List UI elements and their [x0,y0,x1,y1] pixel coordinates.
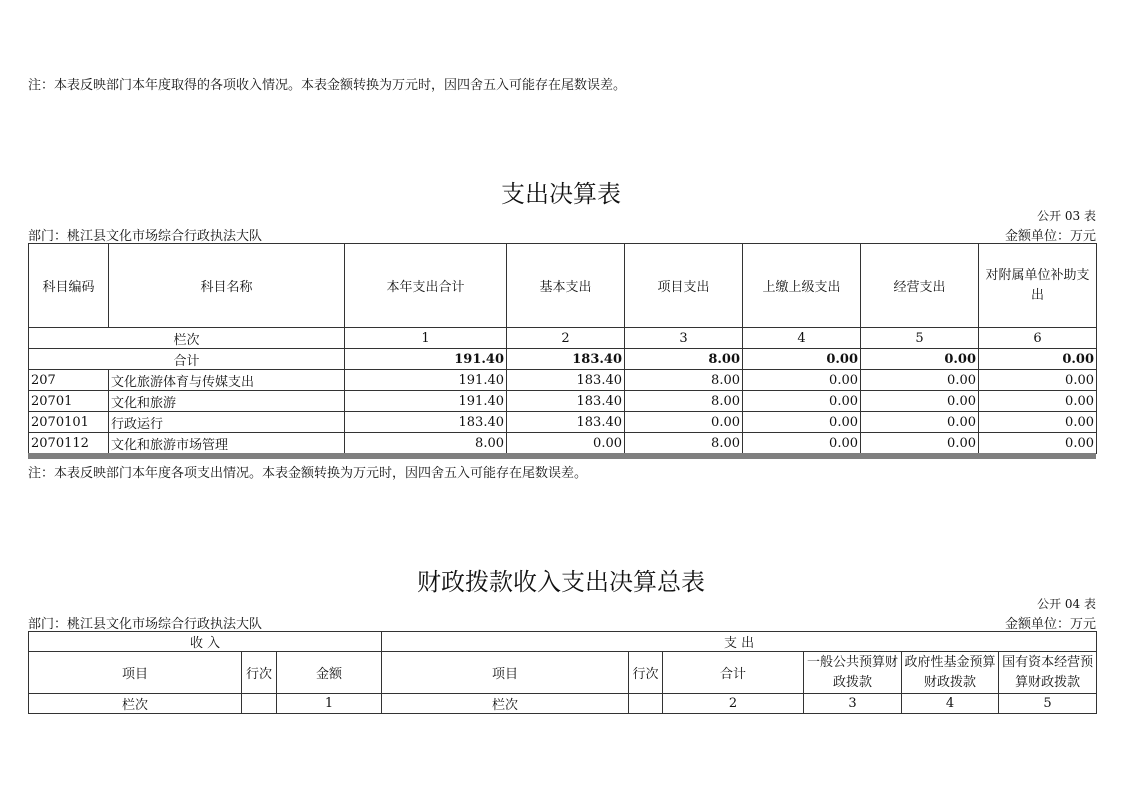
total-value: 191.40 [345,349,507,370]
row-value: 0.00 [625,412,743,433]
table-row [29,391,1097,412]
table03-note: 注：本表反映部门本年度各项支出情况。本表金额转换为万元时，因四舍五入可能存在尾数误差。 [28,466,588,481]
row-value: 8.00 [345,433,507,454]
header-income-item: 项目 [29,652,242,694]
index-cell: 2 [663,694,804,714]
total-value: 183.40 [507,349,625,370]
index-label: 栏次 [382,694,629,714]
header-row [29,652,1097,694]
row-value: 0.00 [979,412,1097,433]
index-empty [629,694,663,714]
table04-code: 公开 04 表 [1037,597,1096,611]
row-value: 0.00 [861,412,979,433]
total-value: 0.00 [743,349,861,370]
index-row [29,694,1097,714]
row-name: 行政运行 [109,412,345,433]
row-value: 183.40 [345,412,507,433]
header-state-capital: 国有资本经营预算财政拨款 [999,652,1097,694]
row-value: 191.40 [345,391,507,412]
top-note: 注：本表反映部门本年度取得的各项收入情况。本表金额转换为万元时，因四舍五入可能存在尾数误差。 [28,78,627,93]
header-expense-item: 项目 [382,652,629,694]
row-value: 0.00 [979,370,1097,391]
expense-section: 支 出 [382,632,1097,652]
total-value: 8.00 [625,349,743,370]
row-value: 183.40 [507,391,625,412]
row-code: 2070112 [29,433,109,454]
row-value: 0.00 [979,433,1097,454]
row-name: 文化旅游体育与传媒支出 [109,370,345,391]
index-cell: 3 [625,328,743,349]
table03-unit: 金额单位：万元 [1004,229,1096,244]
index-cell: 4 [743,328,861,349]
header-expense-total: 合计 [663,652,804,694]
row-code: 20701 [29,391,109,412]
row-value: 8.00 [625,370,743,391]
row-value: 191.40 [345,370,507,391]
header-income-line: 行次 [242,652,277,694]
total-row [29,349,1097,370]
row-code: 207 [29,370,109,391]
header-subsidy: 对附属单位补助支出 [979,244,1097,328]
table03-title: 支出决算表 [501,180,621,208]
total-label: 合计 [29,349,345,370]
row-name: 文化和旅游市场管理 [109,433,345,454]
row-value: 0.00 [743,433,861,454]
section-row [29,632,1097,652]
header-basic: 基本支出 [507,244,625,328]
row-value: 0.00 [861,433,979,454]
header-row [29,244,1097,328]
index-cell: 6 [979,328,1097,349]
index-label: 栏次 [29,694,242,714]
income-section: 收 入 [29,632,382,652]
row-value: 8.00 [625,391,743,412]
index-cell: 3 [804,694,902,714]
index-empty [242,694,277,714]
row-code: 2070101 [29,412,109,433]
row-value: 8.00 [625,433,743,454]
row-name: 文化和旅游 [109,391,345,412]
index-label: 栏次 [29,328,345,349]
header-gov-fund: 政府性基金预算财政拨款 [902,652,999,694]
index-cell: 5 [861,328,979,349]
table04-dept: 部门：桃江县文化市场综合行政执法大队 [28,617,263,632]
header-general-budget: 一般公共预算财政拨款 [804,652,902,694]
index-cell: 1 [345,328,507,349]
table03-code: 公开 03 表 [1037,209,1096,223]
row-value: 183.40 [507,412,625,433]
index-cell: 2 [507,328,625,349]
row-value: 0.00 [743,412,861,433]
table03-dept: 部门：桃江县文化市场综合行政执法大队 [28,229,263,244]
fiscal-summary-table [28,631,1097,714]
row-value: 0.00 [861,370,979,391]
header-upper: 上缴上级支出 [743,244,861,328]
header-code: 科目编码 [29,244,109,328]
total-value: 0.00 [979,349,1097,370]
header-total: 本年支出合计 [345,244,507,328]
table-row [29,370,1097,391]
expense-table [28,243,1097,454]
row-value: 0.00 [743,370,861,391]
table-row [29,433,1097,454]
row-value: 0.00 [743,391,861,412]
table-row [29,412,1097,433]
index-cell: 1 [277,694,382,714]
row-value: 0.00 [861,391,979,412]
row-value: 0.00 [507,433,625,454]
index-cell: 5 [999,694,1097,714]
header-expense-line: 行次 [629,652,663,694]
table04-title: 财政拨款收入支出决算总表 [417,568,705,596]
header-project: 项目支出 [625,244,743,328]
header-income-amount: 金额 [277,652,382,694]
row-value: 0.00 [979,391,1097,412]
total-value: 0.00 [861,349,979,370]
header-operating: 经营支出 [861,244,979,328]
index-row [29,328,1097,349]
table04-unit: 金额单位：万元 [1004,617,1096,632]
table-bottom-bar [28,453,1096,459]
row-value: 183.40 [507,370,625,391]
header-name: 科目名称 [109,244,345,328]
index-cell: 4 [902,694,999,714]
